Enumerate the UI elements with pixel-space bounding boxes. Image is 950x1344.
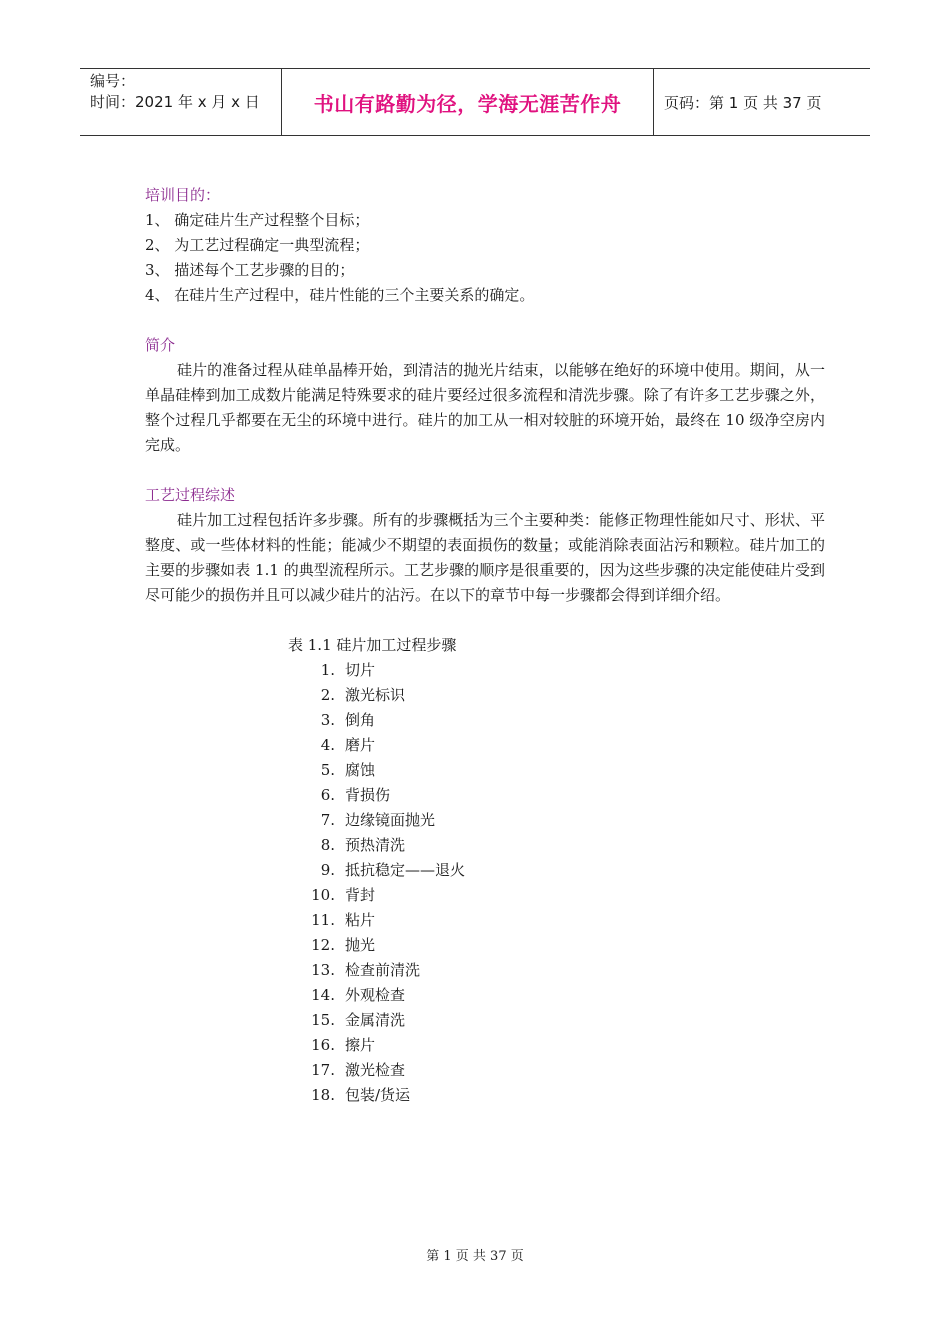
intro-heading: 简介 (145, 336, 176, 354)
step-text: 金属清洗 (345, 1011, 406, 1029)
list-item (145, 758, 825, 783)
objective-item: 3、 描述每个工艺步骤的目的； (145, 261, 355, 279)
objective-item: 2、 为工艺过程确定一典型流程； (145, 236, 370, 254)
steps-list (145, 658, 825, 1108)
list-item (145, 858, 825, 883)
step-number: 10. (311, 886, 335, 904)
header-motto: 书山有路勤为径，学海无涯苦作舟 (282, 69, 654, 135)
table-caption: 表 1.1 硅片加工过程步骤 (288, 636, 457, 654)
step-text: 抛光 (345, 936, 376, 954)
list-item (145, 783, 825, 808)
list-item (145, 958, 825, 983)
step-text: 腐蚀 (345, 761, 376, 779)
list-item (145, 1008, 825, 1033)
list-item (145, 983, 825, 1008)
list-item (145, 683, 825, 708)
step-number: 13. (311, 961, 335, 979)
step-text: 粘片 (345, 911, 376, 929)
objectives-section (145, 183, 825, 308)
overview-heading: 工艺过程综述 (145, 486, 236, 504)
step-text: 外观检查 (345, 986, 406, 1004)
step-number: 4. (320, 736, 335, 754)
step-text: 抵抗稳定——退火 (345, 861, 466, 879)
step-number: 18. (311, 1086, 335, 1104)
page-footer: 第 1 页 共 37 页 (426, 1249, 524, 1264)
step-text: 边缘镜面抛光 (345, 811, 436, 829)
list-item (145, 908, 825, 933)
list-item (145, 1058, 825, 1083)
overview-paragraph: 硅片加工过程包括许多步骤。所有的步骤概括为三个主要种类：能修正物理性能如尺寸、形状、平整度、或一些体材料的性能；能减少不期望的表面损伤的数量；或能消除表面沾污和颗粒。硅片加工的主要的步骤如表 1.1 的典型流程所示。工艺步骤的顺序是很重要的，因为这些步骤的决定能使硅片受到尽可能少的损伤并且可以减少硅片的沾污。在以下的章节中每一步骤都会得到详细介绍。 (145, 511, 825, 604)
step-number: 14. (311, 986, 335, 1004)
header-meta (80, 69, 282, 135)
step-number: 2. (320, 686, 335, 704)
step-number: 15. (311, 1011, 335, 1029)
page-header (80, 68, 870, 136)
list-item (145, 808, 825, 833)
step-text: 背封 (345, 886, 376, 904)
list-item (145, 708, 825, 733)
step-text: 背损伤 (345, 786, 391, 804)
step-number: 16. (311, 1036, 335, 1054)
intro-paragraph: 硅片的准备过程从硅单晶棒开始，到清洁的抛光片结束，以能够在绝好的环境中使用。期间，从一单晶硅棒到加工成数片能满足特殊要求的硅片要经过很多流程和清洗步骤。除了有许多工艺步骤之外，整个过程几乎都要在无尘的环境中进行。硅片的加工从一相对较脏的环境开始，最终在 10 级净空房内完成。 (145, 361, 825, 454)
time-label: 时间：2021 年 x 月 x 日 (90, 93, 260, 111)
list-item (145, 883, 825, 908)
document-body (145, 183, 825, 1108)
objective-item: 1、 确定硅片生产过程整个目标； (145, 211, 370, 229)
list-item (145, 733, 825, 758)
step-number: 7. (320, 811, 335, 829)
step-number: 9. (320, 861, 335, 879)
list-item (145, 833, 825, 858)
step-number: 1. (320, 661, 335, 679)
list-item (145, 658, 825, 683)
step-text: 切片 (345, 661, 376, 679)
step-text: 包装/货运 (345, 1086, 411, 1104)
header-page-info: 页码：第 1 页 共 37 页 (664, 93, 822, 112)
list-item (145, 1033, 825, 1058)
step-number: 11. (311, 911, 335, 929)
steps-table (145, 633, 825, 1108)
step-text: 预热清洗 (345, 836, 406, 854)
step-text: 倒角 (345, 711, 376, 729)
step-text: 检查前清洗 (345, 961, 421, 979)
step-text: 磨片 (345, 736, 376, 754)
list-item (145, 1083, 825, 1108)
list-item (145, 933, 825, 958)
intro-section (145, 333, 825, 458)
step-number: 5. (320, 761, 335, 779)
step-number: 12. (311, 936, 335, 954)
step-number: 8. (320, 836, 335, 854)
step-text: 激光检查 (345, 1061, 406, 1079)
step-number: 6. (320, 786, 335, 804)
step-text: 擦片 (345, 1036, 376, 1054)
objective-item: 4、 在硅片生产过程中，硅片性能的三个主要关系的确定。 (145, 286, 535, 304)
objectives-heading: 培训目的： (145, 186, 221, 204)
overview-section (145, 483, 825, 608)
step-number: 3. (320, 711, 335, 729)
number-label: 编号： (90, 72, 136, 90)
step-text: 激光标识 (345, 686, 406, 704)
step-number: 17. (311, 1061, 335, 1079)
